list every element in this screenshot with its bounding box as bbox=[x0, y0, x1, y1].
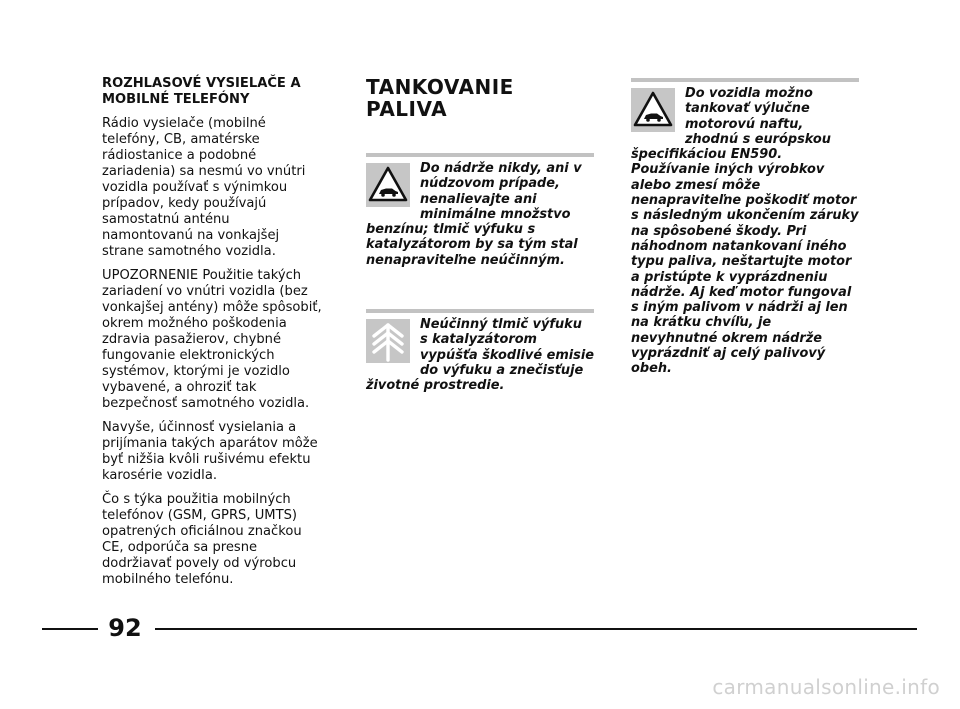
environment-note-catalyst bbox=[366, 309, 594, 393]
warning-note-diesel bbox=[631, 78, 859, 377]
left-column bbox=[102, 76, 324, 596]
note-divider bbox=[366, 309, 594, 313]
watermark: carmanualsonline.info bbox=[712, 675, 940, 699]
paragraph: Čo s týka použitia mobilných telefónov (GSM, GPRS, UMTS) opatrených oficiálnou značkou CE, odporúča sa presne dodržiavať povely od výrobcu mobilného telefónu. bbox=[102, 492, 302, 587]
note-divider bbox=[366, 153, 594, 157]
paragraph: UPOZORNENIE Použitie takých zariadení vo vnútri vozidla (bez vonkajšej antény) môže spôsobiť, okrem možného poškodenia zdravia pasažierov, chybné fungovanie elektronických systémov, ktorými je vozidlo vybavené, a ohroziť tak bezpečnosť samotného vozidla. bbox=[102, 268, 322, 411]
warning-note-petrol bbox=[366, 153, 594, 268]
warning-car-icon bbox=[631, 88, 675, 132]
paragraph: Navyše, účinnosť vysielania a prijímania takých aparátov môže byť nižšia kvôli rušivému efektu karosérie vozidla. bbox=[102, 420, 318, 483]
footer-rule-left bbox=[42, 628, 98, 630]
warning-car-icon bbox=[366, 163, 410, 207]
note-text: Do vozidla možno tankovať výlučne motorovú naftu, zhodnú s európskou špecifikáciou EN590. Používanie iných výrobkov alebo zmesí môže nenapraviteľne poškodiť motor s následným ukončením záruky na spôsobené škody. Pri náhodnom natankovaní iného typu paliva, neštartujte motor a pristúpte k vyprázdneniu nádrže. Aj keď motor fungoval s iným palivom v nádrži aj len na krátku chvíľu, je nevyhnutné okrem nádrže vyprázdniť aj celý palivový obeh. bbox=[631, 86, 859, 377]
footer-rule-right bbox=[155, 628, 917, 630]
note-divider bbox=[631, 78, 859, 82]
section-title-refueling bbox=[366, 76, 514, 120]
section-heading-radio-transmitters: ROZHLASOVÉ VYSIELAČE A MOBILNÉ TELEFÓNY bbox=[102, 76, 301, 107]
paragraph: Rádio vysielače (mobilné telefóny, CB, amatérske rádiostanice a podobné zariadenia) sa nesmú vo vnútri vozidla používať s výnimkou prípadov, kedy používajú samostatnú anténu namontovanú na vonkajšej strane samotného vozidla. bbox=[102, 116, 306, 259]
section-title-line: PALIVA bbox=[366, 97, 448, 121]
note-text: Neúčinný tlmič výfuku s katalyzátorom vypúšťa škodlivé emisie do výfuku a znečisťuje životné prostredie. bbox=[366, 317, 594, 394]
section-title-line: TANKOVANIE bbox=[366, 75, 514, 99]
page-number: 92 bbox=[108, 614, 142, 642]
environment-tree-icon bbox=[366, 319, 410, 363]
note-text: Do nádrže nikdy, ani v núdzovom prípade, nenalievajte ani minimálne množstvo benzínu; tlmič výfuku s katalyzátorom by sa tým stal nenapraviteľne neúčinným. bbox=[366, 161, 582, 268]
